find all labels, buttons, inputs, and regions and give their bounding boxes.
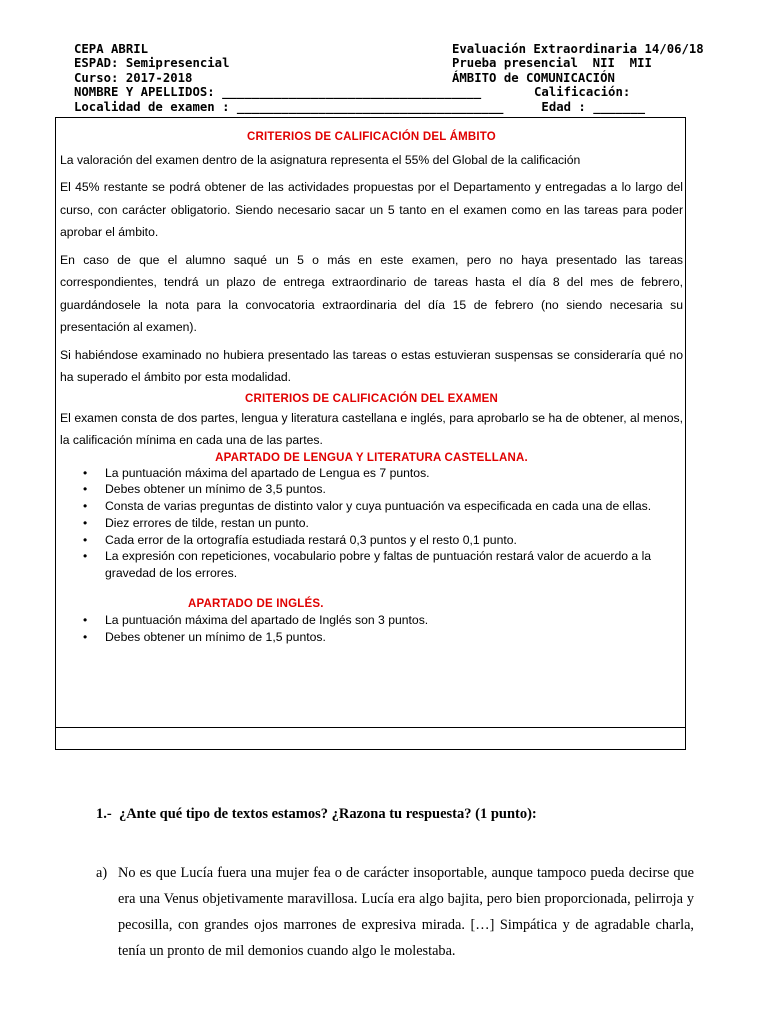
exam-header: [74, 42, 704, 114]
criteria-paragraph-4: Si habiéndose examinado no hubiera presentado las tareas o estas estuvieran suspensas se consideraría qué no ha superado el ámbito por esta modalidad.: [60, 347, 683, 384]
text-a-label: a): [96, 865, 108, 881]
list-item: • Consta de varias preguntas de distinto valor y cuya puntuación va especificada en cada una de ellas.: [105, 498, 683, 515]
list-item: • Diez errores de tilde, restan un punto.: [105, 515, 683, 532]
question-1-title: 1.- ¿Ante qué tipo de textos estamos? ¿Razona tu respuesta? (1 punto):: [96, 806, 537, 822]
title-criteria-ambito: CRITERIOS DE CALIFICACIÓN DEL ÁMBITO: [247, 131, 496, 143]
list-item: • La puntuación máxima del apartado de Inglés son 3 puntos.: [105, 612, 683, 629]
lengua-list: [60, 465, 683, 583]
header-row-3: [74, 71, 704, 85]
criteria-paragraph-3: En caso de que el alumno saqué un 5 o más en este examen, pero no haya presentado las tareas correspondientes, tendrá un plazo de entrega extraordinario de tareas hasta el día 8 del mes de febrero, guardándosele la nota para la convocatoria extraordinaria del día 15 de febrero (no siendo necesaria su presentación al examen).: [60, 252, 683, 334]
header-row-4: [74, 85, 704, 99]
list-item: • Cada error de la ortografía estudiada restará 0,3 puntos y el resto 0,1 punto.: [105, 532, 683, 549]
grade-field[interactable]: Calificación:: [497, 85, 631, 100]
list-item: • La puntuación máxima del apartado de Lengua es 7 puntos.: [105, 465, 683, 482]
exam-title: Evaluación Extraordinaria 14/06/18: [452, 42, 704, 56]
list-item: • La expresión con repeticiones, vocabulario pobre y faltas de puntuación restará valor de acuerdo a la gravedad de los errores.: [105, 548, 683, 582]
title-ingles: APARTADO DE INGLÉS.: [188, 598, 324, 611]
modality: ESPAD: Semipresencial: [74, 56, 230, 71]
criteria-content: [60, 126, 683, 646]
ingles-list: [60, 612, 683, 646]
text-a-body: No es que Lucía fuera una mujer fea o de carácter insoportable, aunque tampoco pueda decirse que era una Venus objetivamente maravillosa. Lucía era algo bajita, pero bien proporcionada, pelirroja y pecosilla, con grandes ojos marrones de expresiva mirada. […] Simpática y de agradable charla, tenía un pronto de mil demonios cuando algo le molestaba.: [118, 865, 694, 959]
question-1-text-a: [96, 860, 694, 964]
exam-type: Prueba presencial NII MII: [452, 56, 652, 71]
list-item: • Debes obtener un mínimo de 1,5 puntos.: [105, 629, 683, 646]
criteria-paragraph-2: El 45% restante se podrá obtener de las actividades propuestas por el Departamento y entregadas a lo largo del curso, con carácter obligatorio. Siendo necesario sacar un 5 tanto en el examen como en las tareas para poder aprobar el ámbito.: [60, 180, 683, 239]
course-year: Curso: 2017-2018: [74, 70, 193, 85]
criteria-box: [55, 117, 686, 750]
box-divider: [56, 727, 685, 728]
header-row-5: [74, 100, 704, 114]
name-field[interactable]: NOMBRE Y APELLIDOS: ___________________________________: [74, 85, 482, 100]
school-name: CEPA ABRIL: [74, 42, 149, 56]
subject-area: ÁMBITO de COMUNICACIÓN: [452, 70, 615, 85]
title-criteria-examen: CRITERIOS DE CALIFICACIÓN DEL EXAMEN: [245, 392, 498, 405]
header-row-2: [74, 56, 704, 70]
header-row-1: [74, 42, 704, 56]
criteria-paragraph-5: El examen consta de dos partes, lengua y literatura castellana e inglés, para aprobarlo se ha de obtener, al menos, la calificación mínima en cada una de las partes.: [60, 410, 683, 447]
list-item: • Debes obtener un mínimo de 3,5 puntos.: [105, 481, 683, 498]
title-lengua: APARTADO DE LENGUA Y LITERATURA CASTELLANA.: [215, 451, 528, 464]
age-field[interactable]: Edad : _______: [497, 99, 646, 114]
criteria-paragraph-1: La valoración del examen dentro de la asignatura representa el 55% del Global de la calificación: [60, 152, 581, 167]
location-field[interactable]: Localidad de examen : ____________________________________: [74, 99, 504, 114]
